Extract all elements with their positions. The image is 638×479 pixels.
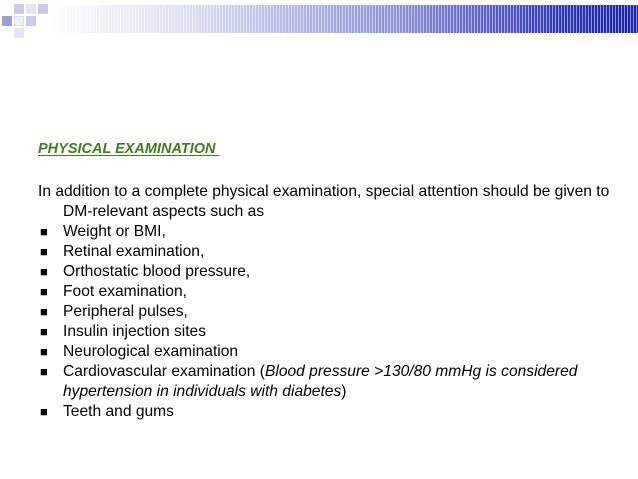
list-item-text: Foot examination, xyxy=(63,283,187,300)
top-gradient-band xyxy=(45,5,638,33)
slide-heading: PHYSICAL EXAMINATION xyxy=(38,141,220,157)
square-bullet-icon: ■ xyxy=(40,324,48,339)
deco-square xyxy=(2,16,12,26)
list-item-text-after: ) xyxy=(341,383,347,400)
list-item xyxy=(38,402,628,422)
list-item xyxy=(38,302,628,322)
list-item-text: Teeth and gums xyxy=(63,403,174,420)
list-item-text: Insulin injection sites xyxy=(63,323,207,340)
list-item xyxy=(38,262,628,282)
list-item xyxy=(38,342,628,362)
corner-squares-decoration xyxy=(0,0,60,45)
exam-list xyxy=(38,222,628,422)
square-bullet-icon: ■ xyxy=(40,344,48,359)
deco-square xyxy=(26,4,36,14)
square-bullet-icon: ■ xyxy=(40,304,48,319)
list-item-text-before: Cardiovascular examination ( xyxy=(63,363,265,380)
square-bullet-icon: ■ xyxy=(40,264,48,279)
list-item-text: Orthostatic blood pressure, xyxy=(63,263,251,280)
list-item xyxy=(38,362,628,402)
list-item-text: Peripheral pulses, xyxy=(63,303,188,320)
list-item xyxy=(38,242,628,262)
list-item xyxy=(38,222,628,242)
list-item-text: Weight or BMI, xyxy=(63,223,166,240)
slide-body xyxy=(38,182,628,422)
list-item-text: Neurological examination xyxy=(63,343,239,360)
list-item-text-italic: Blood pressure >130/80 mmHg is considered hypertension in individuals with diabetes xyxy=(63,363,578,400)
list-item xyxy=(38,322,628,342)
deco-square xyxy=(14,16,24,26)
square-bullet-icon: ■ xyxy=(40,364,48,379)
square-bullet-icon: ■ xyxy=(40,284,48,299)
square-bullet-icon: ■ xyxy=(40,404,48,419)
deco-square xyxy=(14,28,24,38)
deco-square xyxy=(14,4,24,14)
deco-square xyxy=(38,4,48,14)
intro-paragraph: In addition to a complete physical examination, special attention should be given to DM-relevant aspects such as xyxy=(38,183,610,220)
list-item xyxy=(38,282,628,302)
list-item-text: Retinal examination, xyxy=(63,243,205,260)
square-bullet-icon: ■ xyxy=(40,244,48,259)
deco-square xyxy=(26,16,36,26)
square-bullet-icon: ■ xyxy=(40,224,48,239)
